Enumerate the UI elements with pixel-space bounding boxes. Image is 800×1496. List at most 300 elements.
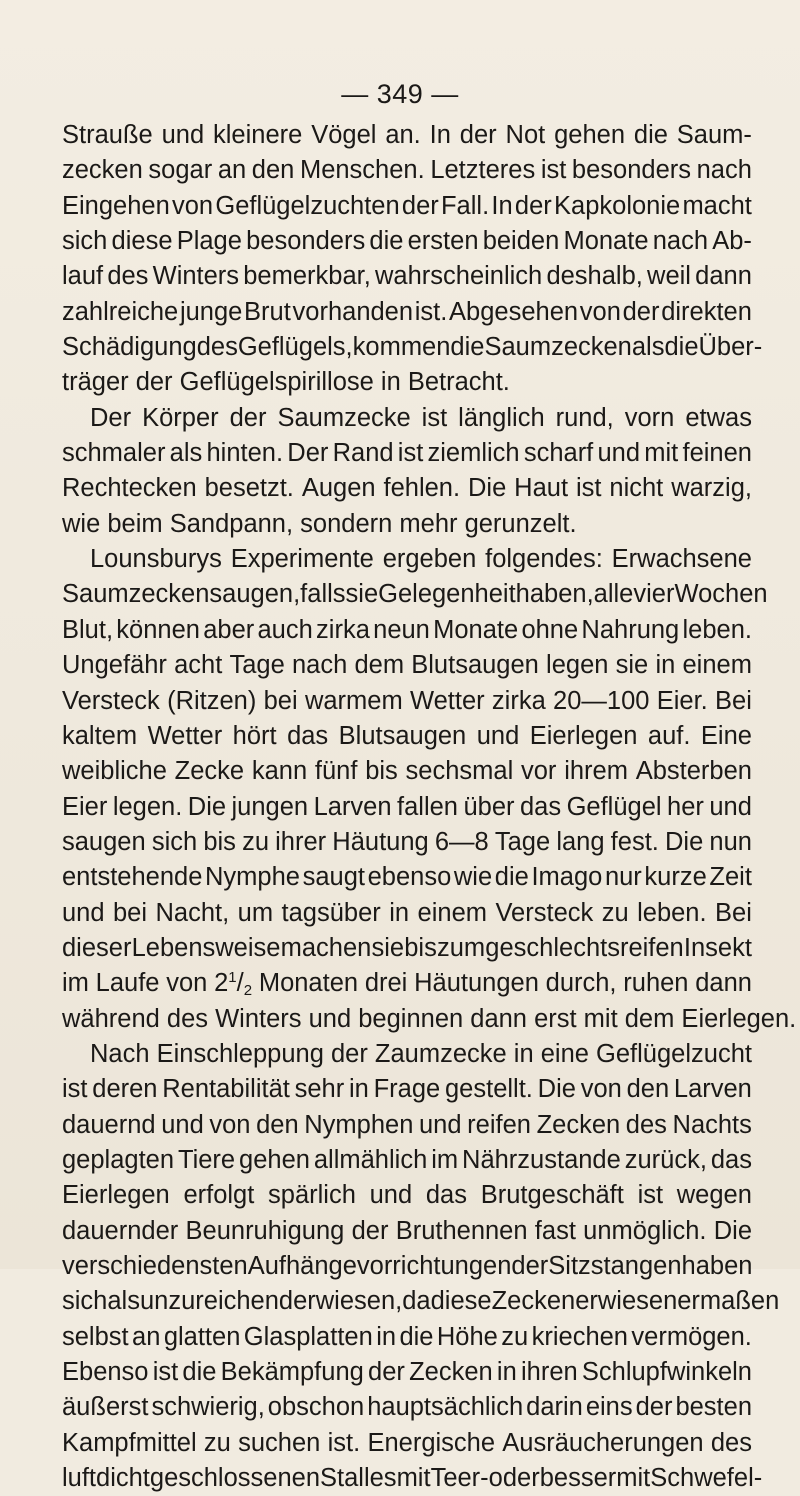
word: rund,	[555, 403, 614, 432]
word: ist	[421, 403, 448, 432]
word: das	[425, 1181, 467, 1210]
word: auch	[257, 615, 313, 644]
word: Saumzecken	[484, 333, 632, 362]
word: bei	[263, 686, 298, 715]
word: Einschleppung	[156, 1039, 324, 1068]
text-line	[62, 1320, 752, 1355]
word: leben.	[682, 615, 752, 644]
word: in	[655, 651, 676, 680]
word: Saum-	[676, 121, 752, 149]
word: sogar	[148, 156, 213, 185]
word: Haut	[514, 474, 569, 503]
word: weil	[647, 262, 691, 291]
word: ist	[62, 1075, 88, 1104]
word: drei	[364, 969, 408, 998]
text-line	[62, 471, 752, 506]
word: Eine	[700, 721, 752, 750]
word: ihren	[520, 1358, 578, 1387]
word: fast	[534, 1216, 576, 1245]
word: kurze	[644, 863, 707, 892]
text-line	[62, 436, 752, 471]
word: Vögel	[311, 121, 377, 149]
word: fehlen.	[383, 474, 461, 503]
word: fest.	[610, 827, 659, 856]
word: gehen	[554, 121, 626, 149]
word: glatten	[163, 1322, 241, 1351]
word: Frage	[373, 1075, 441, 1104]
word: mit	[396, 1464, 431, 1493]
word: Saumzecken	[62, 580, 210, 609]
word: ist	[637, 1181, 664, 1210]
word: der	[459, 121, 497, 149]
word: von	[209, 1110, 251, 1139]
word: zum	[436, 933, 486, 962]
word: beiden	[482, 227, 560, 256]
word: von	[580, 1075, 622, 1104]
text-line	[62, 719, 752, 754]
word: Die	[187, 792, 227, 821]
word: Schädigung	[62, 333, 197, 362]
word: schwierig,	[151, 1393, 265, 1422]
word: und	[62, 898, 105, 927]
word: Die	[537, 1075, 576, 1104]
word: Zaumzecke	[374, 1039, 507, 1068]
word: Lebensweise	[131, 933, 281, 962]
text-line	[62, 1390, 752, 1425]
word: im	[431, 1145, 459, 1174]
word: Ebenso	[62, 1358, 149, 1387]
text-line	[62, 1108, 752, 1143]
word: an.	[385, 121, 421, 149]
text-line	[62, 931, 752, 966]
word: Über-	[698, 333, 763, 362]
word: und	[476, 721, 520, 750]
word: sechsmal	[405, 757, 514, 786]
word: Körper	[142, 403, 219, 432]
text-line: wie beim Sandpann, sondern mehr gerunzelt.	[62, 509, 577, 538]
word: von	[172, 191, 214, 220]
word: neun	[373, 615, 430, 644]
word: Winters	[152, 262, 240, 291]
word: besten	[675, 1393, 752, 1422]
word: dieser	[62, 933, 132, 962]
word: jungen	[231, 792, 309, 821]
word: vorhanden	[292, 297, 414, 326]
word: der	[622, 297, 660, 326]
word: luftdicht	[62, 1464, 150, 1493]
word: 6—8	[434, 827, 489, 856]
word: verschiedensten	[62, 1252, 248, 1280]
word: kann	[251, 757, 308, 786]
word: die	[450, 333, 485, 362]
word: schmaler	[62, 439, 166, 468]
word: bemerkbar,	[243, 262, 371, 291]
text-line	[62, 1355, 752, 1390]
word: sie	[345, 580, 379, 609]
word: eins	[585, 1393, 633, 1422]
word: Zecken	[491, 1287, 576, 1316]
word: falls	[300, 580, 346, 609]
word: und	[709, 792, 752, 821]
text-line	[62, 1143, 752, 1178]
word: als	[107, 1287, 140, 1316]
word: Bei	[715, 686, 752, 715]
word: Rechtecken	[62, 474, 197, 503]
word: macht	[682, 191, 752, 220]
word: die	[494, 863, 529, 892]
word: der	[229, 403, 267, 432]
word: hinten.	[206, 439, 284, 468]
word: als	[169, 439, 203, 468]
word: Aufhängevorrichtungen	[247, 1252, 512, 1280]
word: gehen	[239, 1145, 310, 1174]
word: direkten	[661, 297, 752, 326]
word: der	[514, 191, 552, 220]
word: Larven	[673, 1075, 752, 1104]
word: Nachts	[672, 1110, 752, 1139]
word: hört	[232, 721, 277, 750]
word: Nach	[90, 1039, 150, 1068]
word: zu	[242, 827, 269, 856]
word: vorn	[624, 403, 675, 432]
word: ist	[540, 156, 567, 185]
word: das	[710, 1145, 752, 1174]
word: sie	[371, 933, 405, 962]
word: $2^1/_2$	[214, 969, 253, 1000]
word: Glasplatten	[243, 1322, 373, 1351]
text-line	[62, 613, 752, 648]
word: gestellt.	[445, 1075, 533, 1104]
word: die	[399, 1322, 434, 1351]
word: in	[376, 1322, 397, 1351]
word: Eierlegen	[62, 1181, 170, 1210]
word: Rentabilität	[162, 1075, 290, 1104]
word: fünf	[314, 757, 358, 786]
word: Die	[713, 1216, 752, 1245]
word: Kampfmittel	[62, 1428, 197, 1457]
word: Strauße	[62, 121, 153, 149]
word: Der	[287, 439, 329, 468]
word: Höhe	[436, 1322, 498, 1351]
word: an	[132, 1322, 161, 1351]
word: über	[463, 792, 515, 821]
word: Zeit	[709, 863, 752, 892]
word: Die	[665, 827, 704, 856]
word: sehr	[294, 1075, 345, 1104]
word: Zecke	[174, 757, 245, 786]
word: Not	[505, 121, 546, 149]
word: kaltem	[62, 721, 138, 750]
word: Nymphe	[205, 863, 300, 892]
word: ist	[152, 1358, 179, 1387]
text-line	[62, 1072, 752, 1107]
word: selbst	[62, 1322, 129, 1351]
word: Experimente	[230, 545, 374, 574]
word: entstehende	[62, 863, 203, 892]
word: Sitzstangen	[548, 1252, 682, 1280]
word: kriechen	[531, 1322, 628, 1351]
word: saugen,	[209, 580, 301, 609]
text-line	[62, 966, 752, 1001]
text-line	[62, 896, 752, 931]
text-line	[62, 1249, 752, 1284]
word: nun	[709, 827, 752, 856]
word: Eingehen	[62, 191, 170, 220]
word: Letzteres	[430, 156, 536, 185]
word: deren	[92, 1075, 158, 1104]
word: unmöglich.	[583, 1216, 707, 1245]
word: Tiere	[177, 1145, 236, 1174]
word: die	[369, 227, 404, 256]
word: in	[348, 1075, 369, 1104]
word: Nahrung	[581, 615, 680, 644]
text-line	[62, 754, 752, 789]
word: vermögen.	[631, 1322, 752, 1351]
text-line: träger der Geflügelspirillose in Betracht.	[62, 368, 510, 397]
word: Kapkolonie	[554, 191, 681, 220]
word: ohne	[521, 615, 579, 644]
word: sich	[62, 1287, 108, 1316]
word: in	[389, 898, 410, 927]
word: darin	[526, 1393, 583, 1422]
word: die	[182, 1358, 217, 1387]
word: äußerst	[62, 1393, 149, 1422]
word: sich	[62, 227, 108, 256]
word: Versteck	[62, 686, 160, 715]
word: zurück,	[624, 1145, 707, 1174]
text-line	[62, 259, 752, 294]
text-line	[62, 224, 752, 259]
word: Saumzecke	[277, 403, 411, 432]
word: Wochen	[674, 580, 768, 609]
word: alle	[593, 580, 634, 609]
word: wie	[453, 863, 493, 892]
word: unzureichend	[139, 1287, 294, 1316]
word: Blutsaugen	[411, 651, 539, 680]
word: ersten	[407, 227, 479, 256]
word: Blutsaugen	[338, 721, 467, 750]
word: obschon	[267, 1393, 365, 1422]
text-line	[62, 1461, 763, 1496]
word: den	[256, 1110, 299, 1139]
word: dem	[354, 651, 405, 680]
word: und	[161, 1110, 204, 1139]
word: warzig,	[671, 474, 752, 503]
word: etwas	[685, 403, 752, 432]
word: Eier	[62, 792, 108, 821]
word: erwiesen,	[293, 1287, 403, 1316]
word: Schwefel-	[650, 1464, 763, 1493]
word: zu	[203, 1428, 231, 1457]
word: Larven	[313, 792, 392, 821]
text-line: während des Winters und beginnen dann erst mit dem Eierlegen.	[62, 1004, 797, 1033]
word: Geflügel	[566, 792, 662, 821]
word: Imago	[531, 863, 603, 892]
word: scharf	[523, 439, 594, 468]
word: der	[330, 1039, 368, 1068]
word: allmählich	[313, 1145, 428, 1174]
word: 20—100	[553, 686, 650, 715]
word: ruhen	[623, 969, 689, 998]
text-line	[62, 153, 752, 188]
word: ist	[397, 439, 424, 468]
body-text	[62, 118, 797, 1496]
word: dauernd	[62, 1110, 156, 1139]
word: leben.	[637, 898, 707, 927]
word: lang	[556, 827, 605, 856]
word: Die	[467, 474, 507, 503]
word: der	[511, 1252, 549, 1280]
word: bis	[365, 757, 398, 786]
word: nach	[652, 227, 708, 256]
word: Lounsburys	[90, 545, 222, 574]
word: her	[667, 792, 704, 821]
word: besonders	[246, 227, 366, 256]
word: hauptsächlich	[367, 1393, 524, 1422]
word: nur	[604, 863, 642, 892]
word: mit	[644, 439, 679, 468]
word: des	[196, 333, 238, 362]
word: das	[287, 721, 329, 750]
word: haben	[681, 1252, 753, 1280]
word: von	[166, 969, 208, 998]
word: und	[161, 121, 205, 149]
text-line	[62, 118, 752, 153]
word: kleinere	[213, 121, 303, 149]
word: durch,	[545, 969, 617, 998]
text-line	[62, 825, 752, 860]
word: oder	[488, 1464, 540, 1493]
word: Nährzustande	[462, 1145, 621, 1174]
word: folgendes:	[485, 545, 603, 574]
word: Abgesehen	[449, 297, 579, 326]
word: der	[635, 1393, 673, 1422]
text-line	[62, 295, 752, 330]
word: der	[351, 1216, 389, 1245]
word: machen	[280, 933, 372, 962]
word: den	[251, 156, 295, 185]
word: sich	[151, 827, 198, 856]
word: Menschen.	[299, 156, 425, 185]
word: um	[237, 898, 274, 927]
word: Bekämpfung	[220, 1358, 364, 1387]
word: legen	[546, 651, 609, 680]
word: zirka	[316, 615, 370, 644]
text-line	[62, 684, 752, 719]
word: Wetter	[409, 686, 485, 715]
word: können	[116, 615, 200, 644]
word: Ab-	[712, 227, 752, 256]
word: Tage	[494, 827, 551, 856]
word: dauernder	[62, 1216, 179, 1245]
word: besetzt.	[204, 474, 294, 503]
word: In	[429, 121, 451, 149]
word: Monate	[563, 227, 649, 256]
word: saugen	[62, 827, 146, 856]
text-line	[62, 1214, 752, 1249]
word: Häutung	[332, 827, 429, 856]
word: bei	[113, 898, 148, 927]
word: und	[369, 1181, 413, 1210]
text-line	[62, 577, 768, 612]
word: Absterben	[635, 757, 752, 786]
word: Blut,	[62, 615, 114, 644]
word: zu	[601, 898, 629, 927]
word: Nacht,	[155, 898, 230, 927]
word: Zecken	[409, 1358, 493, 1387]
word: besonders	[571, 156, 692, 185]
word: aber	[203, 615, 255, 644]
word: kommen	[352, 333, 451, 362]
word: ihrem	[564, 757, 628, 786]
word: feinen	[682, 439, 752, 468]
word: Brutgeschäft	[480, 1181, 624, 1210]
word: legen.	[112, 792, 183, 821]
word: Geflügelzuchten	[215, 191, 400, 220]
word: eine	[540, 1039, 589, 1068]
word: ist.	[414, 297, 448, 326]
word: bis	[404, 933, 437, 962]
word: ziemlich	[427, 439, 520, 468]
word: Geflügelzucht	[596, 1039, 752, 1068]
word: Augen	[301, 474, 376, 503]
word: geschlossenen	[149, 1464, 321, 1493]
word: sie	[615, 651, 649, 680]
word: junge	[179, 297, 243, 326]
word: ist	[575, 474, 602, 503]
word: dann	[695, 969, 752, 998]
word: da	[402, 1287, 431, 1316]
word: Erwachsene	[611, 545, 752, 574]
text-line	[62, 189, 752, 224]
word: des	[107, 262, 149, 291]
word: und	[597, 439, 641, 468]
word: Beunruhigung	[185, 1216, 345, 1245]
word: saugt	[302, 863, 365, 892]
word: suchen	[238, 1428, 321, 1457]
word: Häutungen	[414, 969, 539, 998]
word: nach	[291, 651, 348, 680]
word: ebenso	[367, 863, 452, 892]
word: diese	[430, 1287, 492, 1316]
word: geschlechtsreifen	[485, 933, 684, 962]
word: Monaten	[258, 969, 359, 998]
word: im	[62, 969, 89, 998]
text-line	[62, 401, 752, 436]
word: in	[513, 1039, 534, 1068]
word: tagsüber	[281, 898, 381, 927]
word: einem	[417, 898, 487, 927]
word: weibliche	[62, 757, 167, 786]
word: Insekt	[683, 933, 752, 962]
word: besser	[539, 1464, 617, 1493]
word: das	[519, 792, 562, 821]
word: länglich	[458, 403, 545, 432]
word: geplagten	[62, 1145, 175, 1174]
word: bis	[203, 827, 236, 856]
text-line	[62, 1284, 780, 1319]
word: Brut	[244, 297, 291, 326]
word: Energische	[367, 1428, 496, 1457]
word: des	[710, 1428, 752, 1457]
text-line	[62, 790, 752, 825]
word: acht	[174, 651, 223, 680]
word: zu	[501, 1322, 529, 1351]
word: ist.	[327, 1428, 361, 1457]
word: Nymphen	[304, 1110, 414, 1139]
word: lauf	[62, 262, 104, 291]
word: auf.	[647, 721, 691, 750]
